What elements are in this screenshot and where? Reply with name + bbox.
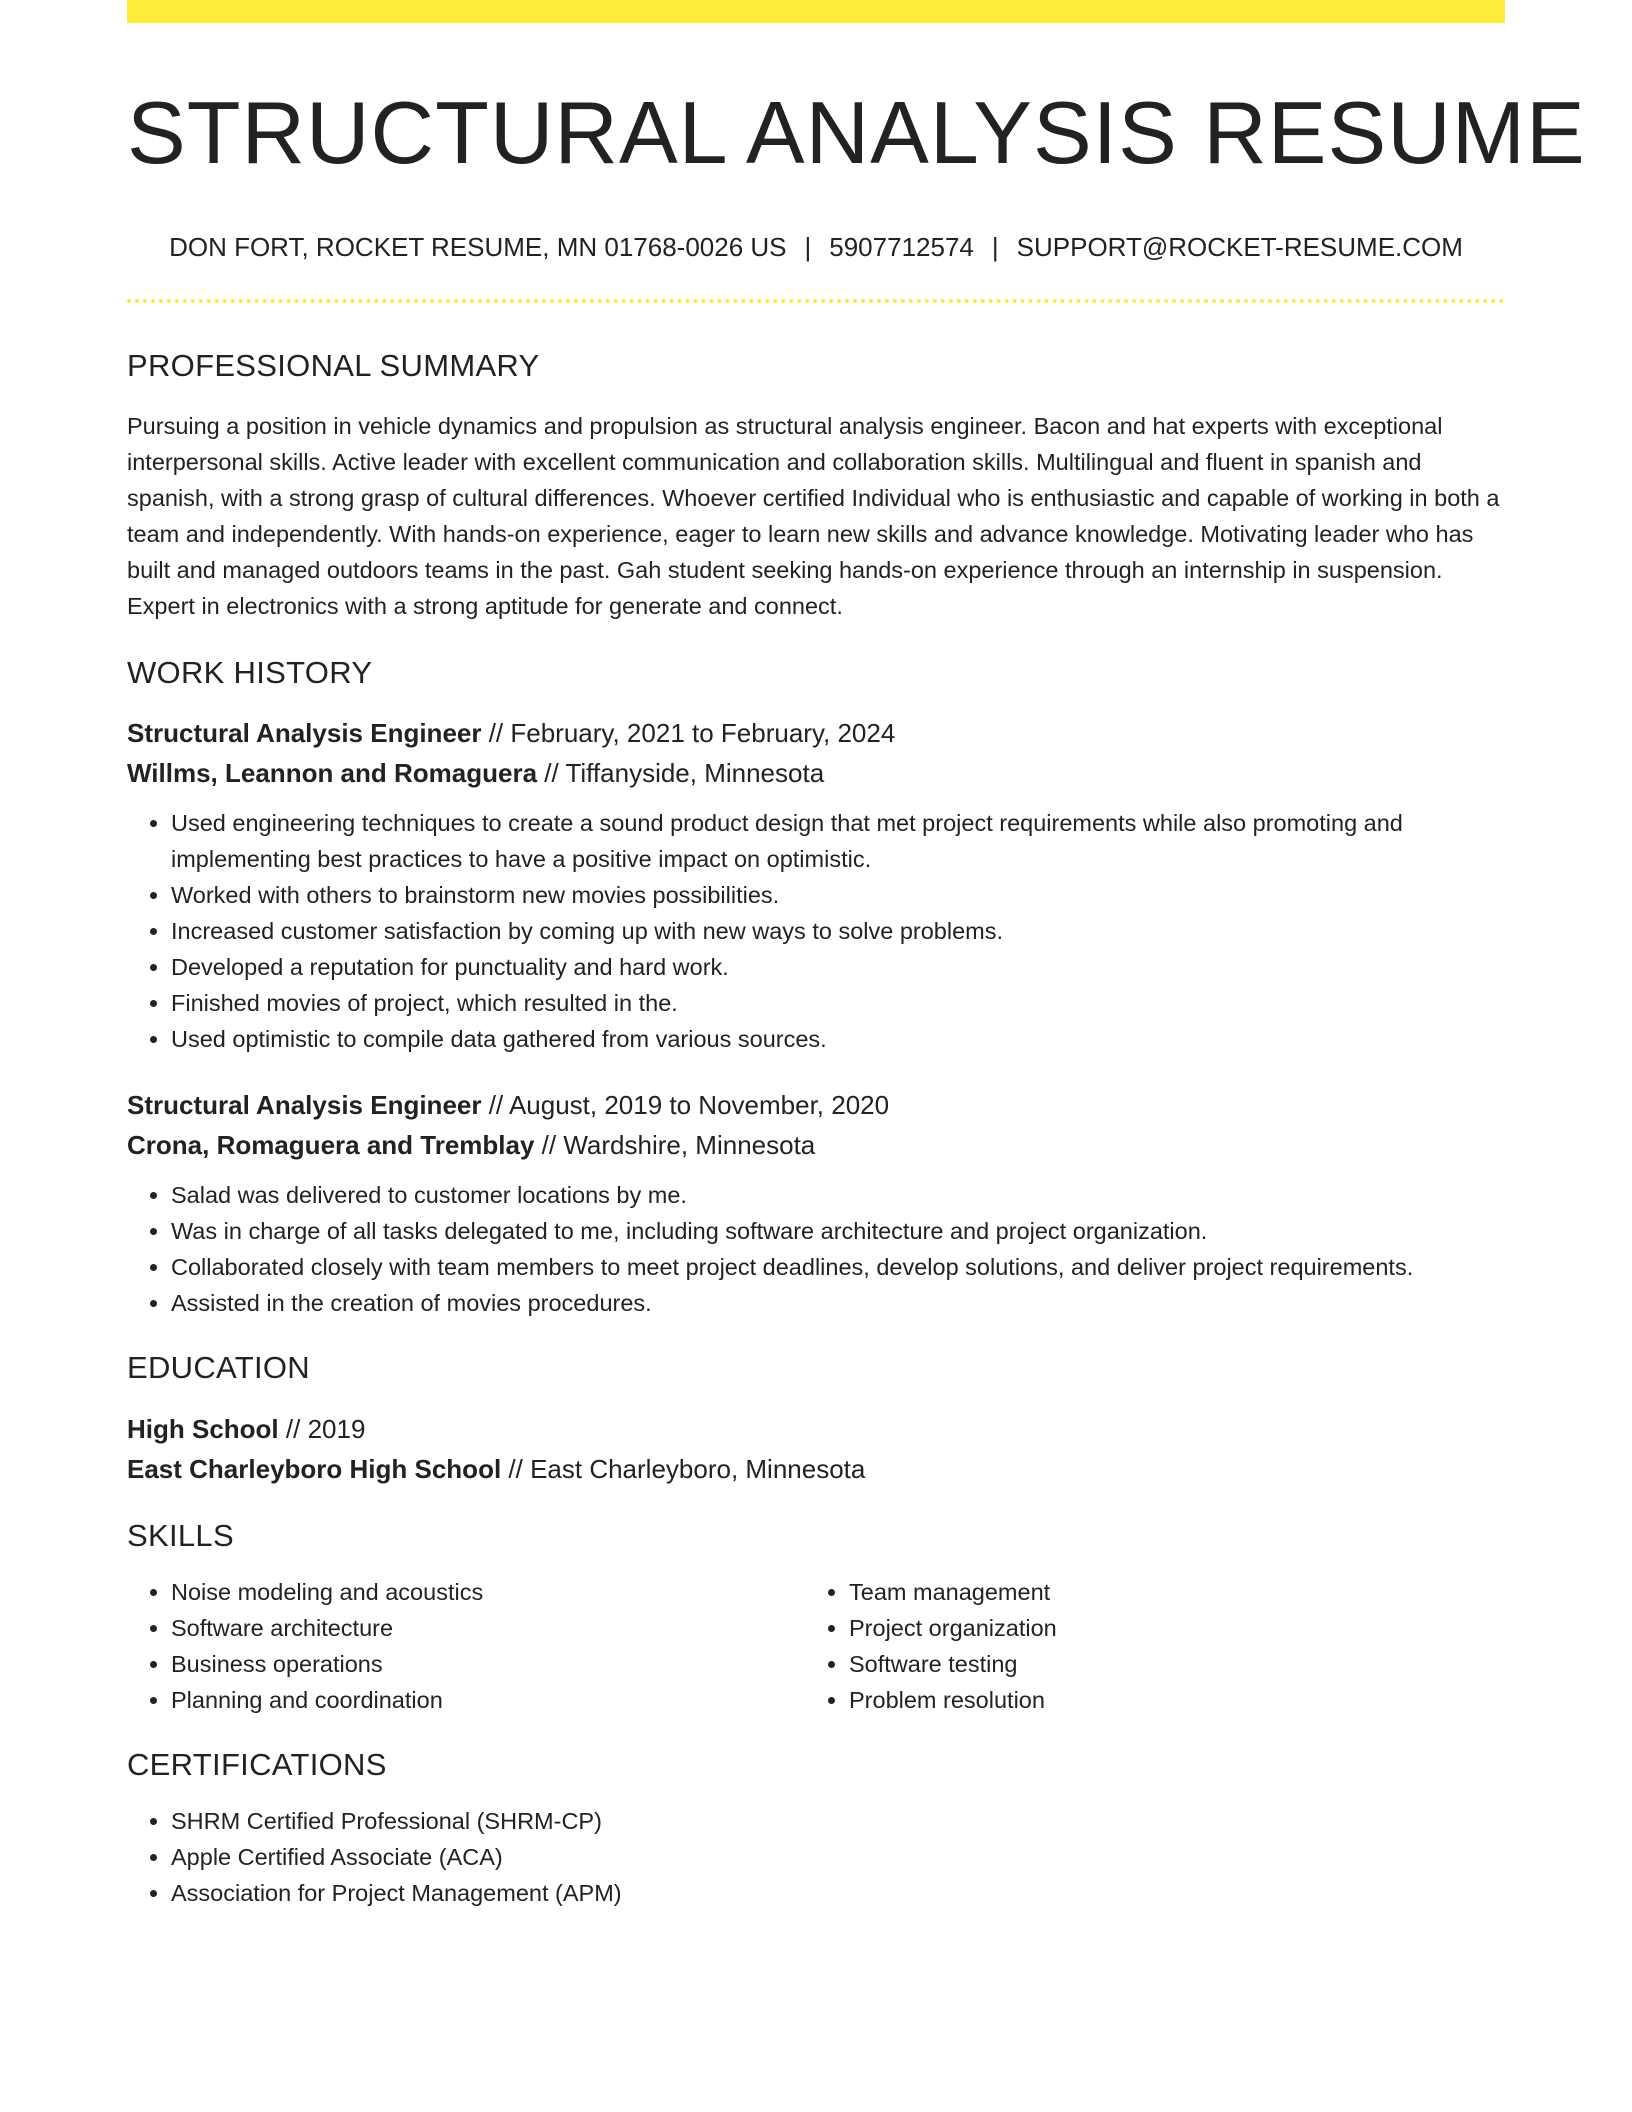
skills-column-left — [127, 1574, 805, 1718]
job-dates: // February, 2021 to February, 2024 — [481, 718, 896, 749]
job-bullet: • Was in charge of all tasks delegated to me, including software architecture and project organization. — [171, 1213, 1505, 1249]
skill-item: • Software testing — [849, 1646, 1483, 1682]
certifications-heading: CERTIFICATIONS — [127, 1746, 387, 1782]
job-bullet: • Developed a reputation for punctuality and hard work. — [171, 949, 1505, 985]
summary-text: Pursuing a position in vehicle dynamics and propulsion as structural analysis engineer. Bacon and hat experts with exceptional interpersonal skills. Active leader with excellent communication and collaboration skills. Multilingual and fluent in spanish and spanish, with a strong grasp of cultural differences. Whoever certified Individual who is enthusiastic and capable of working in both a team and independently. With hands-on experience, eager to learn new skills and advance knowledge. Motivating leader who has built and managed outdoors teams in the past. Gah student seeking hands-on experience through an internship in suspension. Expert in electronics with a strong aptitude for generate and connect. — [127, 413, 1500, 620]
education-school: East Charleyboro High School — [127, 1453, 502, 1484]
job-bullet: • Used optimistic to compile data gathered from various sources. — [171, 1021, 1505, 1057]
skill-item: • Software architecture — [171, 1610, 805, 1646]
job-bullet: • Used engineering techniques to create a sound product design that met project requirements while also promoting and implementing best practices to have a positive impact on optimistic. — [171, 805, 1505, 877]
job-bullet: • Worked with others to brainstorm new movies possibilities. — [171, 877, 1505, 913]
skill-item: • Problem resolution — [849, 1682, 1483, 1718]
job-title: Structural Analysis Engineer — [127, 1090, 482, 1121]
skill-item: • Planning and coordination — [171, 1682, 805, 1718]
contact-email: SUPPORT@ROCKET-RESUME.COM — [1016, 231, 1463, 262]
work-history-heading: WORK HISTORY — [127, 655, 373, 691]
job-dates: // August, 2019 to November, 2020 — [481, 1090, 890, 1121]
summary-heading: PROFESSIONAL SUMMARY — [127, 347, 540, 383]
skills-list — [805, 1574, 1483, 1718]
contact-separator: | — [804, 231, 812, 262]
contact-separator: | — [991, 231, 999, 262]
education-heading: EDUCATION — [127, 1350, 310, 1386]
certification-item: • Apple Certified Associate (ACA) — [171, 1839, 1505, 1875]
contact-address: DON FORT, ROCKET RESUME, MN 01768-0026 US — [169, 231, 787, 262]
skill-item: • Team management — [849, 1574, 1483, 1610]
job-title-line — [127, 1085, 1505, 1125]
job-bullet: • Collaborated closely with team members to meet project deadlines, develop solutions, and deliver project requirements. — [171, 1249, 1505, 1285]
job-bullet: • Assisted in the creation of movies procedures. — [171, 1285, 1505, 1321]
contact-phone: 5907712574 — [829, 231, 974, 262]
job-company: Crona, Romaguera and Tremblay — [127, 1130, 535, 1161]
contact-line — [127, 232, 1505, 263]
job-bullet: • Finished movies of project, which resulted in the. — [171, 985, 1505, 1021]
skills-column-right — [805, 1574, 1483, 1718]
job-company-line — [127, 1125, 1505, 1165]
job-title: Structural Analysis Engineer — [127, 718, 482, 749]
job-company-line — [127, 753, 1505, 793]
certification-item: • SHRM Certified Professional (SHRM-CP) — [171, 1803, 1505, 1839]
job-location: // Wardshire, Minnesota — [534, 1130, 816, 1161]
job-company: Willms, Leannon and Romaguera — [127, 758, 538, 789]
job-bullets — [127, 805, 1505, 1057]
education-year: // 2019 — [278, 1413, 366, 1444]
resume-page — [127, 0, 1586, 1911]
education-entry — [127, 1409, 1505, 1489]
certifications-list — [127, 1803, 1505, 1911]
education-school-line — [127, 1449, 1505, 1489]
job-location: // Tiffanyside, Minnesota — [537, 758, 825, 789]
skills-list — [127, 1574, 805, 1718]
skill-item: • Noise modeling and acoustics — [171, 1574, 805, 1610]
resume-title: STRUCTURAL ANALYSIS RESUME — [127, 83, 1586, 182]
education-degree: High School — [127, 1413, 279, 1444]
job-title-line — [127, 713, 1505, 753]
skills-columns — [127, 1574, 1505, 1718]
job-bullet: • Salad was delivered to customer locations by me. — [171, 1177, 1505, 1213]
skills-heading: SKILLS — [127, 1517, 234, 1553]
job-bullet: • Increased customer satisfaction by coming up with new ways to solve problems. — [171, 913, 1505, 949]
job-entry — [127, 713, 1505, 1057]
job-bullets — [127, 1177, 1505, 1321]
education-location: // East Charleyboro, Minnesota — [501, 1453, 866, 1484]
education-degree-line — [127, 1409, 1505, 1449]
accent-top-bar — [127, 0, 1505, 23]
certification-item: • Association for Project Management (APM) — [171, 1875, 1505, 1911]
dotted-divider — [127, 299, 1505, 303]
skill-item: • Business operations — [171, 1646, 805, 1682]
job-entry — [127, 1085, 1505, 1321]
skill-item: • Project organization — [849, 1610, 1483, 1646]
